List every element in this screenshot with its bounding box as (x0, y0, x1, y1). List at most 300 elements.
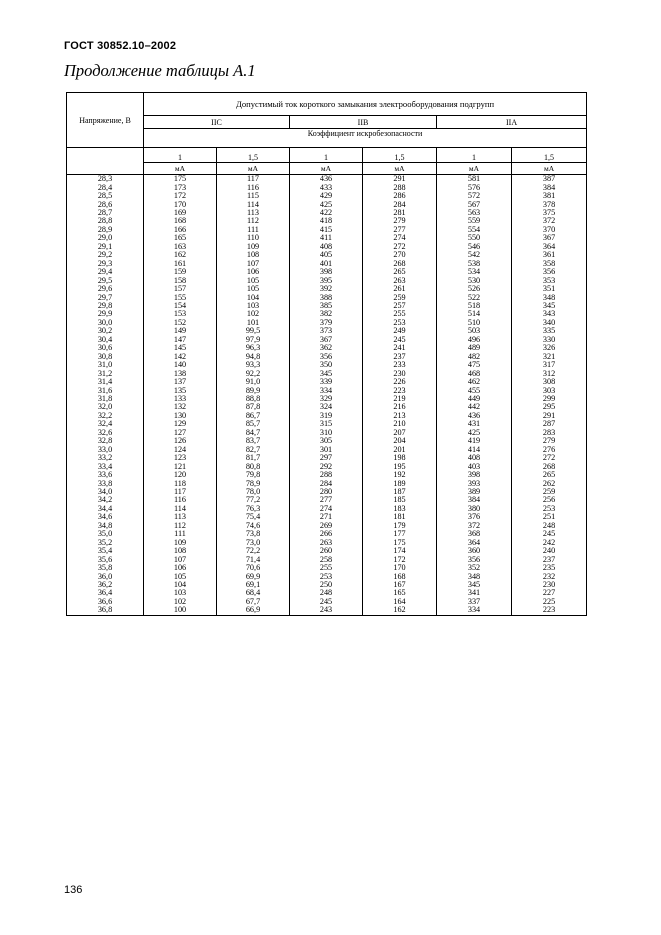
current-table (66, 92, 587, 616)
iib-k1-cell: 263 (290, 538, 363, 546)
iia-k1-cell: 334 (437, 606, 512, 615)
voltage-cell: 28,3 (67, 175, 144, 184)
iib-k1-cell: 305 (290, 437, 363, 445)
iic-k15-cell: 69,1 (217, 581, 290, 589)
group-header-iic: IIC (144, 116, 290, 129)
voltage-cell: 29,2 (67, 251, 144, 259)
voltage-cell: 33,8 (67, 479, 144, 487)
iib-k15-cell: 241 (363, 344, 437, 352)
iic-k1-cell: 100 (144, 606, 217, 615)
iic-k1-cell: 173 (144, 183, 217, 191)
iib-k15-cell: 192 (363, 471, 437, 479)
iib-k1-cell: 408 (290, 243, 363, 251)
iia-k15-cell: 351 (512, 285, 587, 293)
table-row (67, 268, 587, 276)
iia-k15-cell: 225 (512, 598, 587, 606)
iib-k1-cell: 362 (290, 344, 363, 352)
table-row (67, 209, 587, 217)
iic-k15-cell: 83,7 (217, 437, 290, 445)
factor-cell: 1,5 (512, 148, 587, 163)
iia-k1-cell: 419 (437, 437, 512, 445)
iib-k1-cell: 266 (290, 530, 363, 538)
iia-k15-cell: 326 (512, 344, 587, 352)
iia-k15-cell: 340 (512, 319, 587, 327)
iib-k1-cell: 324 (290, 403, 363, 411)
iia-k15-cell: 370 (512, 226, 587, 234)
iib-k15-cell: 268 (363, 260, 437, 268)
iic-k15-cell: 79,8 (217, 471, 290, 479)
standard-code: ГОСТ 30852.10–2002 (64, 40, 177, 52)
iia-k15-cell: 303 (512, 386, 587, 394)
table-row (67, 454, 587, 462)
table-row (67, 538, 587, 546)
iic-k1-cell: 169 (144, 209, 217, 217)
iia-k15-cell: 256 (512, 496, 587, 504)
iic-k15-cell: 89,9 (217, 386, 290, 394)
iib-k15-cell: 249 (363, 327, 437, 335)
iia-k15-cell: 248 (512, 522, 587, 530)
iia-k1-cell: 563 (437, 209, 512, 217)
factor-cell: 1,5 (217, 148, 290, 163)
iib-k1-cell: 422 (290, 209, 363, 217)
iic-k1-cell: 163 (144, 243, 217, 251)
iib-k1-cell: 253 (290, 572, 363, 580)
iic-k15-cell: 81,7 (217, 454, 290, 462)
iic-k15-cell: 75,4 (217, 513, 290, 521)
iic-k1-cell: 170 (144, 200, 217, 208)
table-row (67, 606, 587, 615)
iia-k15-cell: 364 (512, 243, 587, 251)
iia-k1-cell: 364 (437, 538, 512, 546)
iia-k1-cell: 345 (437, 581, 512, 589)
iia-k15-cell: 251 (512, 513, 587, 521)
iic-k15-cell: 69,9 (217, 572, 290, 580)
table-row (67, 251, 587, 259)
iib-k1-cell: 418 (290, 217, 363, 225)
voltage-cell: 31,8 (67, 395, 144, 403)
iia-k1-cell: 372 (437, 522, 512, 530)
iib-k1-cell: 436 (290, 175, 363, 184)
iia-k1-cell: 398 (437, 471, 512, 479)
iia-k1-cell: 522 (437, 293, 512, 301)
iib-k1-cell: 415 (290, 226, 363, 234)
iia-k1-cell: 542 (437, 251, 512, 259)
voltage-cell: 28,8 (67, 217, 144, 225)
iic-k1-cell: 120 (144, 471, 217, 479)
iic-k1-cell: 135 (144, 386, 217, 394)
table-row (67, 505, 587, 513)
iib-k15-cell: 230 (363, 369, 437, 377)
iic-k1-cell: 111 (144, 530, 217, 538)
table-row (67, 260, 587, 268)
table-row (67, 175, 587, 184)
iib-k15-cell: 233 (363, 361, 437, 369)
iib-k15-cell: 187 (363, 488, 437, 496)
voltage-cell: 35,8 (67, 564, 144, 572)
iic-k15-cell: 99,5 (217, 327, 290, 335)
iic-k1-cell: 152 (144, 319, 217, 327)
iib-k15-cell: 164 (363, 598, 437, 606)
iic-k15-cell: 108 (217, 251, 290, 259)
iic-k1-cell: 159 (144, 268, 217, 276)
iia-k1-cell: 554 (437, 226, 512, 234)
unit-cell: мА (290, 163, 363, 175)
iia-k1-cell: 449 (437, 395, 512, 403)
iic-k1-cell: 157 (144, 285, 217, 293)
iib-k15-cell: 185 (363, 496, 437, 504)
table-row (67, 200, 587, 208)
iic-k15-cell: 94,8 (217, 353, 290, 361)
iib-k15-cell: 274 (363, 234, 437, 242)
iic-k15-cell: 82,7 (217, 446, 290, 454)
iib-k15-cell: 213 (363, 412, 437, 420)
iic-k15-cell: 117 (217, 175, 290, 184)
voltage-cell: 34,8 (67, 522, 144, 530)
iia-k1-cell: 462 (437, 378, 512, 386)
iib-k1-cell: 379 (290, 319, 363, 327)
iic-k1-cell: 172 (144, 192, 217, 200)
iib-k1-cell: 269 (290, 522, 363, 530)
iia-k1-cell: 360 (437, 547, 512, 555)
iia-k15-cell: 312 (512, 369, 587, 377)
iib-k15-cell: 265 (363, 268, 437, 276)
safety-factor-label: Коэффициент искробезопасности (144, 129, 587, 148)
iic-k1-cell: 149 (144, 327, 217, 335)
iia-k15-cell: 358 (512, 260, 587, 268)
voltage-cell: 28,5 (67, 192, 144, 200)
iia-k1-cell: 442 (437, 403, 512, 411)
iib-k1-cell: 280 (290, 488, 363, 496)
voltage-cell: 29,3 (67, 260, 144, 268)
iia-k15-cell: 321 (512, 353, 587, 361)
iib-k1-cell: 260 (290, 547, 363, 555)
table-row (67, 437, 587, 445)
iia-k1-cell: 567 (437, 200, 512, 208)
iia-k15-cell: 295 (512, 403, 587, 411)
group-header-iib: IIB (290, 116, 437, 129)
iic-k1-cell: 117 (144, 488, 217, 496)
table-row (67, 403, 587, 411)
iib-k15-cell: 259 (363, 293, 437, 301)
table-row (67, 361, 587, 369)
iic-k15-cell: 77,2 (217, 496, 290, 504)
iib-k1-cell: 245 (290, 598, 363, 606)
iic-k1-cell: 108 (144, 547, 217, 555)
table-row (67, 217, 587, 225)
unit-cell: мА (512, 163, 587, 175)
table-row (67, 488, 587, 496)
table-row (67, 234, 587, 242)
iic-k1-cell: 112 (144, 522, 217, 530)
iic-k15-cell: 91,0 (217, 378, 290, 386)
iic-k1-cell: 102 (144, 598, 217, 606)
iib-k1-cell: 284 (290, 479, 363, 487)
iic-k1-cell: 103 (144, 589, 217, 597)
iib-k1-cell: 334 (290, 386, 363, 394)
iic-k15-cell: 111 (217, 226, 290, 234)
table-row (67, 243, 587, 251)
iic-k15-cell: 112 (217, 217, 290, 225)
table-row (67, 386, 587, 394)
table-row (67, 319, 587, 327)
iic-k1-cell: 145 (144, 344, 217, 352)
iib-k1-cell: 398 (290, 268, 363, 276)
iic-k15-cell: 73,8 (217, 530, 290, 538)
iia-k15-cell: 272 (512, 454, 587, 462)
voltage-cell: 31,2 (67, 369, 144, 377)
iic-k15-cell: 107 (217, 260, 290, 268)
iib-k15-cell: 270 (363, 251, 437, 259)
iib-k1-cell: 356 (290, 353, 363, 361)
table-row (67, 420, 587, 428)
iib-k1-cell: 319 (290, 412, 363, 420)
iia-k15-cell: 232 (512, 572, 587, 580)
iic-k15-cell: 67,7 (217, 598, 290, 606)
iib-k15-cell: 245 (363, 336, 437, 344)
iia-k1-cell: 559 (437, 217, 512, 225)
table-row (67, 547, 587, 555)
table-row (67, 302, 587, 310)
voltage-cell: 35,2 (67, 538, 144, 546)
iia-k1-cell: 496 (437, 336, 512, 344)
iia-k1-cell: 337 (437, 598, 512, 606)
voltage-cell: 28,6 (67, 200, 144, 208)
voltage-cell: 30,6 (67, 344, 144, 352)
iib-k1-cell: 395 (290, 276, 363, 284)
iib-k15-cell: 255 (363, 310, 437, 318)
voltage-cell: 29,7 (67, 293, 144, 301)
iia-k15-cell: 242 (512, 538, 587, 546)
voltage-cell: 28,7 (67, 209, 144, 217)
iia-k15-cell: 367 (512, 234, 587, 242)
iia-k15-cell: 259 (512, 488, 587, 496)
iib-k15-cell: 281 (363, 209, 437, 217)
iia-k15-cell: 381 (512, 192, 587, 200)
iic-k15-cell: 101 (217, 319, 290, 327)
iib-k15-cell: 291 (363, 175, 437, 184)
iib-k15-cell: 288 (363, 183, 437, 191)
unit-cell: мА (217, 163, 290, 175)
iia-k1-cell: 489 (437, 344, 512, 352)
table-row (67, 226, 587, 234)
iic-k15-cell: 96,3 (217, 344, 290, 352)
iia-k15-cell: 291 (512, 412, 587, 420)
iic-k15-cell: 76,3 (217, 505, 290, 513)
iia-k1-cell: 475 (437, 361, 512, 369)
iic-k15-cell: 66,9 (217, 606, 290, 615)
voltage-cell: 34,6 (67, 513, 144, 521)
iib-k15-cell: 162 (363, 606, 437, 615)
table-row (67, 496, 587, 504)
iia-k1-cell: 530 (437, 276, 512, 284)
iib-k1-cell: 258 (290, 555, 363, 563)
table-row (67, 353, 587, 361)
iib-k1-cell: 382 (290, 310, 363, 318)
iia-k15-cell: 235 (512, 564, 587, 572)
iia-k15-cell: 276 (512, 446, 587, 454)
voltage-cell: 28,9 (67, 226, 144, 234)
voltage-cell: 29,5 (67, 276, 144, 284)
iia-k15-cell: 343 (512, 310, 587, 318)
iia-k15-cell: 361 (512, 251, 587, 259)
iib-k1-cell: 288 (290, 471, 363, 479)
iia-k15-cell: 245 (512, 530, 587, 538)
iic-k1-cell: 140 (144, 361, 217, 369)
iic-k15-cell: 115 (217, 192, 290, 200)
iib-k15-cell: 170 (363, 564, 437, 572)
iia-k15-cell: 299 (512, 395, 587, 403)
iic-k15-cell: 74,6 (217, 522, 290, 530)
iia-k15-cell: 268 (512, 462, 587, 470)
iic-k15-cell: 88,8 (217, 395, 290, 403)
iib-k15-cell: 237 (363, 353, 437, 361)
unit-cell: мА (363, 163, 437, 175)
iib-k15-cell: 167 (363, 581, 437, 589)
voltage-cell: 29,1 (67, 243, 144, 251)
iic-k1-cell: 116 (144, 496, 217, 504)
iic-k15-cell: 84,7 (217, 429, 290, 437)
iic-k15-cell: 68,4 (217, 589, 290, 597)
iib-k15-cell: 216 (363, 403, 437, 411)
iic-k15-cell: 70,6 (217, 564, 290, 572)
iib-k15-cell: 174 (363, 547, 437, 555)
voltage-cell: 35,6 (67, 555, 144, 563)
iib-k1-cell: 388 (290, 293, 363, 301)
iib-k1-cell: 274 (290, 505, 363, 513)
iic-k15-cell: 92,2 (217, 369, 290, 377)
voltage-cell: 29,8 (67, 302, 144, 310)
iic-k1-cell: 104 (144, 581, 217, 589)
iic-k1-cell: 153 (144, 310, 217, 318)
iic-k1-cell: 133 (144, 395, 217, 403)
iib-k1-cell: 350 (290, 361, 363, 369)
iib-k1-cell: 411 (290, 234, 363, 242)
iic-k15-cell: 105 (217, 276, 290, 284)
table-body (67, 175, 587, 616)
iic-k1-cell: 124 (144, 446, 217, 454)
iia-k1-cell: 538 (437, 260, 512, 268)
voltage-cell: 36,8 (67, 606, 144, 615)
iib-k1-cell: 339 (290, 378, 363, 386)
iia-k1-cell: 431 (437, 420, 512, 428)
iia-k1-cell: 503 (437, 327, 512, 335)
iib-k15-cell: 204 (363, 437, 437, 445)
iic-k1-cell: 121 (144, 462, 217, 470)
iia-k15-cell: 384 (512, 183, 587, 191)
table-row (67, 564, 587, 572)
iib-k1-cell: 292 (290, 462, 363, 470)
table-row (67, 429, 587, 437)
iia-k1-cell: 403 (437, 462, 512, 470)
iic-k1-cell: 105 (144, 572, 217, 580)
iic-k15-cell: 87,8 (217, 403, 290, 411)
iic-k1-cell: 147 (144, 336, 217, 344)
iia-k15-cell: 372 (512, 217, 587, 225)
table-row (67, 369, 587, 377)
iib-k15-cell: 189 (363, 479, 437, 487)
iic-k1-cell: 109 (144, 538, 217, 546)
iic-k1-cell: 107 (144, 555, 217, 563)
iic-k1-cell: 130 (144, 412, 217, 420)
table-continuation-caption: Продолжение таблицы А.1 (64, 61, 256, 80)
iia-k15-cell: 308 (512, 378, 587, 386)
voltage-cell: 29,6 (67, 285, 144, 293)
iib-k1-cell: 429 (290, 192, 363, 200)
iic-k15-cell: 72,2 (217, 547, 290, 555)
iib-k1-cell: 392 (290, 285, 363, 293)
voltage-cell: 29,4 (67, 268, 144, 276)
iib-k15-cell: 257 (363, 302, 437, 310)
iic-k1-cell: 161 (144, 260, 217, 268)
iic-k15-cell: 104 (217, 293, 290, 301)
group-header-iia: IIA (437, 116, 587, 129)
iib-k15-cell: 279 (363, 217, 437, 225)
iic-k1-cell: 138 (144, 369, 217, 377)
iic-k15-cell: 106 (217, 268, 290, 276)
voltage-cell: 36,4 (67, 589, 144, 597)
iic-k15-cell: 113 (217, 209, 290, 217)
voltage-cell: 36,6 (67, 598, 144, 606)
table-row (67, 462, 587, 470)
iic-k15-cell: 80,8 (217, 462, 290, 470)
iia-k1-cell: 468 (437, 369, 512, 377)
iia-k15-cell: 240 (512, 547, 587, 555)
voltage-cell: 31,6 (67, 386, 144, 394)
iib-k15-cell: 286 (363, 192, 437, 200)
voltage-cell: 36,2 (67, 581, 144, 589)
table-row (67, 293, 587, 301)
iic-k15-cell: 85,7 (217, 420, 290, 428)
table-row (67, 412, 587, 420)
unit-cell: мА (437, 163, 512, 175)
iib-k1-cell: 433 (290, 183, 363, 191)
table-row (67, 344, 587, 352)
iia-k15-cell: 348 (512, 293, 587, 301)
iia-k15-cell: 387 (512, 175, 587, 184)
iia-k15-cell: 283 (512, 429, 587, 437)
voltage-cell: 30,4 (67, 336, 144, 344)
iia-k1-cell: 368 (437, 530, 512, 538)
iic-k1-cell: 158 (144, 276, 217, 284)
voltage-cell: 30,8 (67, 353, 144, 361)
iia-k1-cell: 376 (437, 513, 512, 521)
table-row (67, 336, 587, 344)
table-row (67, 555, 587, 563)
iib-k1-cell: 310 (290, 429, 363, 437)
iib-k1-cell: 367 (290, 336, 363, 344)
voltage-cell: 29,9 (67, 310, 144, 318)
table-row (67, 327, 587, 335)
iib-k15-cell: 261 (363, 285, 437, 293)
iib-k1-cell: 373 (290, 327, 363, 335)
iic-k15-cell: 105 (217, 285, 290, 293)
table-row (67, 378, 587, 386)
voltage-cell: 30,0 (67, 319, 144, 327)
iia-k15-cell: 279 (512, 437, 587, 445)
iib-k1-cell: 315 (290, 420, 363, 428)
iic-k15-cell: 116 (217, 183, 290, 191)
iia-k1-cell: 408 (437, 454, 512, 462)
iic-k1-cell: 155 (144, 293, 217, 301)
voltage-spacer (67, 148, 144, 163)
iic-k15-cell: 73,0 (217, 538, 290, 546)
iia-k1-cell: 436 (437, 412, 512, 420)
iia-k1-cell: 356 (437, 555, 512, 563)
iia-k1-cell: 384 (437, 496, 512, 504)
voltage-cell: 33,6 (67, 471, 144, 479)
iib-k1-cell: 401 (290, 260, 363, 268)
iib-k1-cell: 243 (290, 606, 363, 615)
